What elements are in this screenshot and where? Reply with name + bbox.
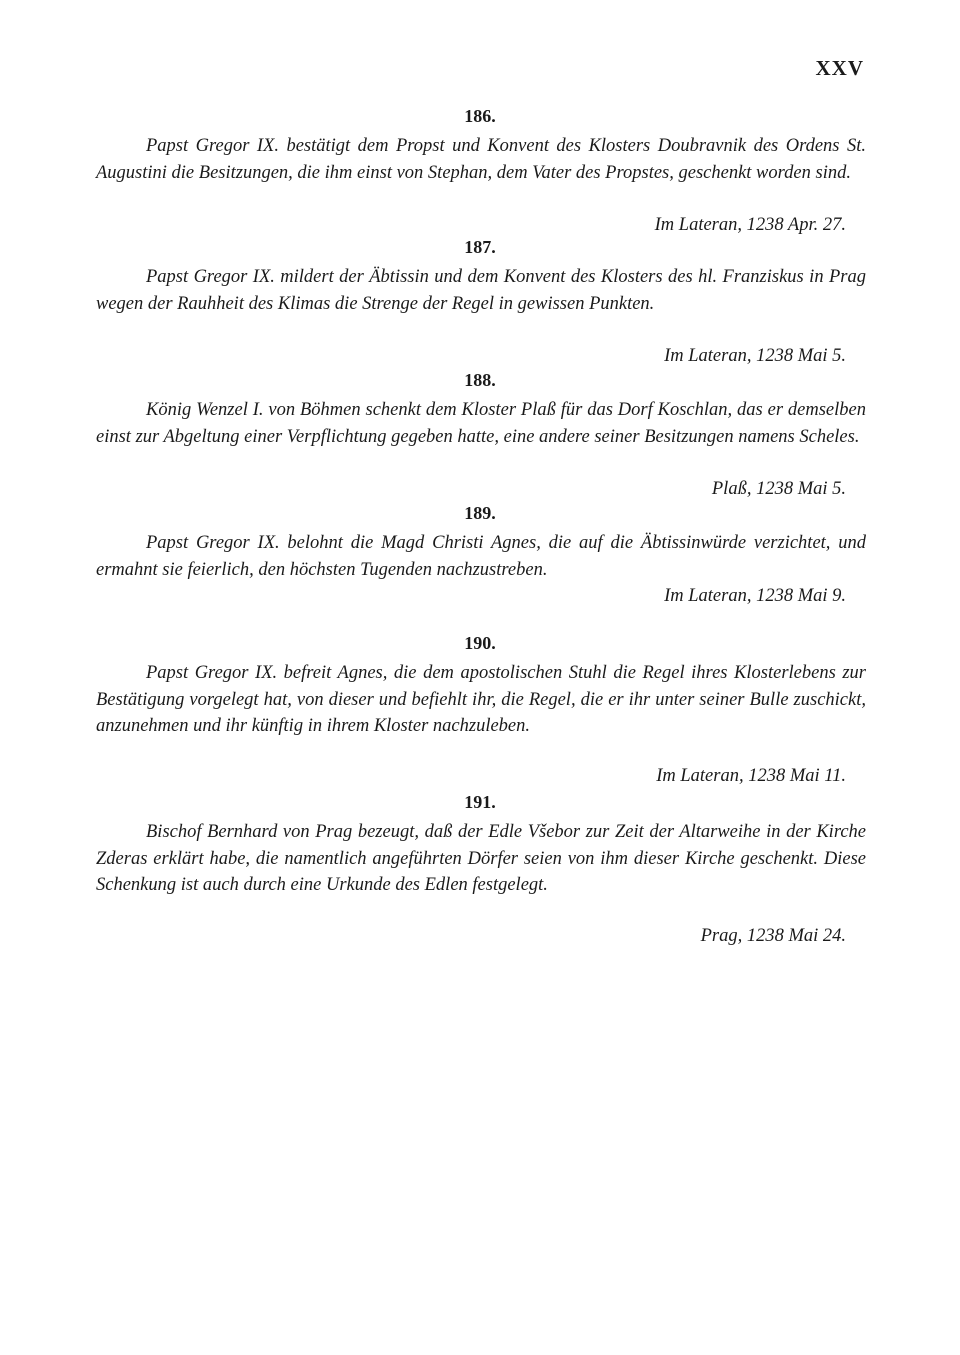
entry-number: 186. — [464, 106, 496, 126]
entry-dating: Im Lateran, 1238 Mai 5. — [664, 346, 846, 366]
entry-summary: Papst Gregor IX. belohnt die Magd Christi Agnes, die auf die Äbtissinwürde verzichtet, und ermahnt sie feierlich, den höchsten Tugenden nachzustreben. — [96, 533, 866, 580]
entry-number: 187. — [464, 237, 496, 257]
entry-dating: Prag, 1238 Mai 24. — [700, 926, 846, 946]
entry-number: 190. — [464, 633, 496, 653]
entry-summary: Papst Gregor IX. bestätigt dem Propst und Konvent des Klosters Doubravnik des Ordens St. Augustini die Besitzungen, die ihm einst von Stephan, dem Vater des Propstes, geschenkt worden sind. — [96, 136, 866, 183]
entry-summary: Papst Gregor IX. mildert der Äbtissin und dem Konvent des Klosters des hl. Franziskus in Prag wegen der Rauhheit des Klimas die Strenge der Regel in gewissen Punkten. — [96, 267, 866, 314]
entry-summary: König Wenzel I. von Böhmen schenkt dem Kloster Plaß für das Dorf Koschlan, das er demselben einst zur Abgeltung einer Verpflichtung gegeben hatte, eine andere seiner Besitzungen namens Scheles. — [96, 400, 866, 447]
entry-dating: Im Lateran, 1238 Apr. 27. — [654, 215, 846, 235]
entry-summary: Bischof Bernhard von Prag bezeugt, daß der Edle Všebor zur Zeit der Altarweihe in der Kirche Zderas erklärt habe, die namentlich angeführten Dörfer seien von ihm dieser Kirche geschenkt. Diese Schenkung ist auch durch eine Urkunde des Edlen festgelegt. — [96, 822, 866, 895]
page-number: XXV — [815, 56, 864, 80]
entry-number: 191. — [464, 792, 496, 812]
entry-summary: Papst Gregor IX. befreit Agnes, die dem apostolischen Stuhl die Regel ihres Klosterlebens zur Bestätigung vorgelegt hat, von dieser und befiehlt ihr, die Regel, die er ihr unter seiner Bulle zuschickt, anzunehmen und ihr künftig in ihrem Kloster nachzuleben. — [96, 663, 866, 736]
entry-number: 188. — [464, 370, 496, 390]
entry-number: 189. — [464, 503, 496, 523]
entry-dating: Im Lateran, 1238 Mai 11. — [656, 766, 846, 786]
entry-dating: Plaß, 1238 Mai 5. — [711, 479, 846, 499]
entry-dating: Im Lateran, 1238 Mai 9. — [664, 586, 846, 606]
